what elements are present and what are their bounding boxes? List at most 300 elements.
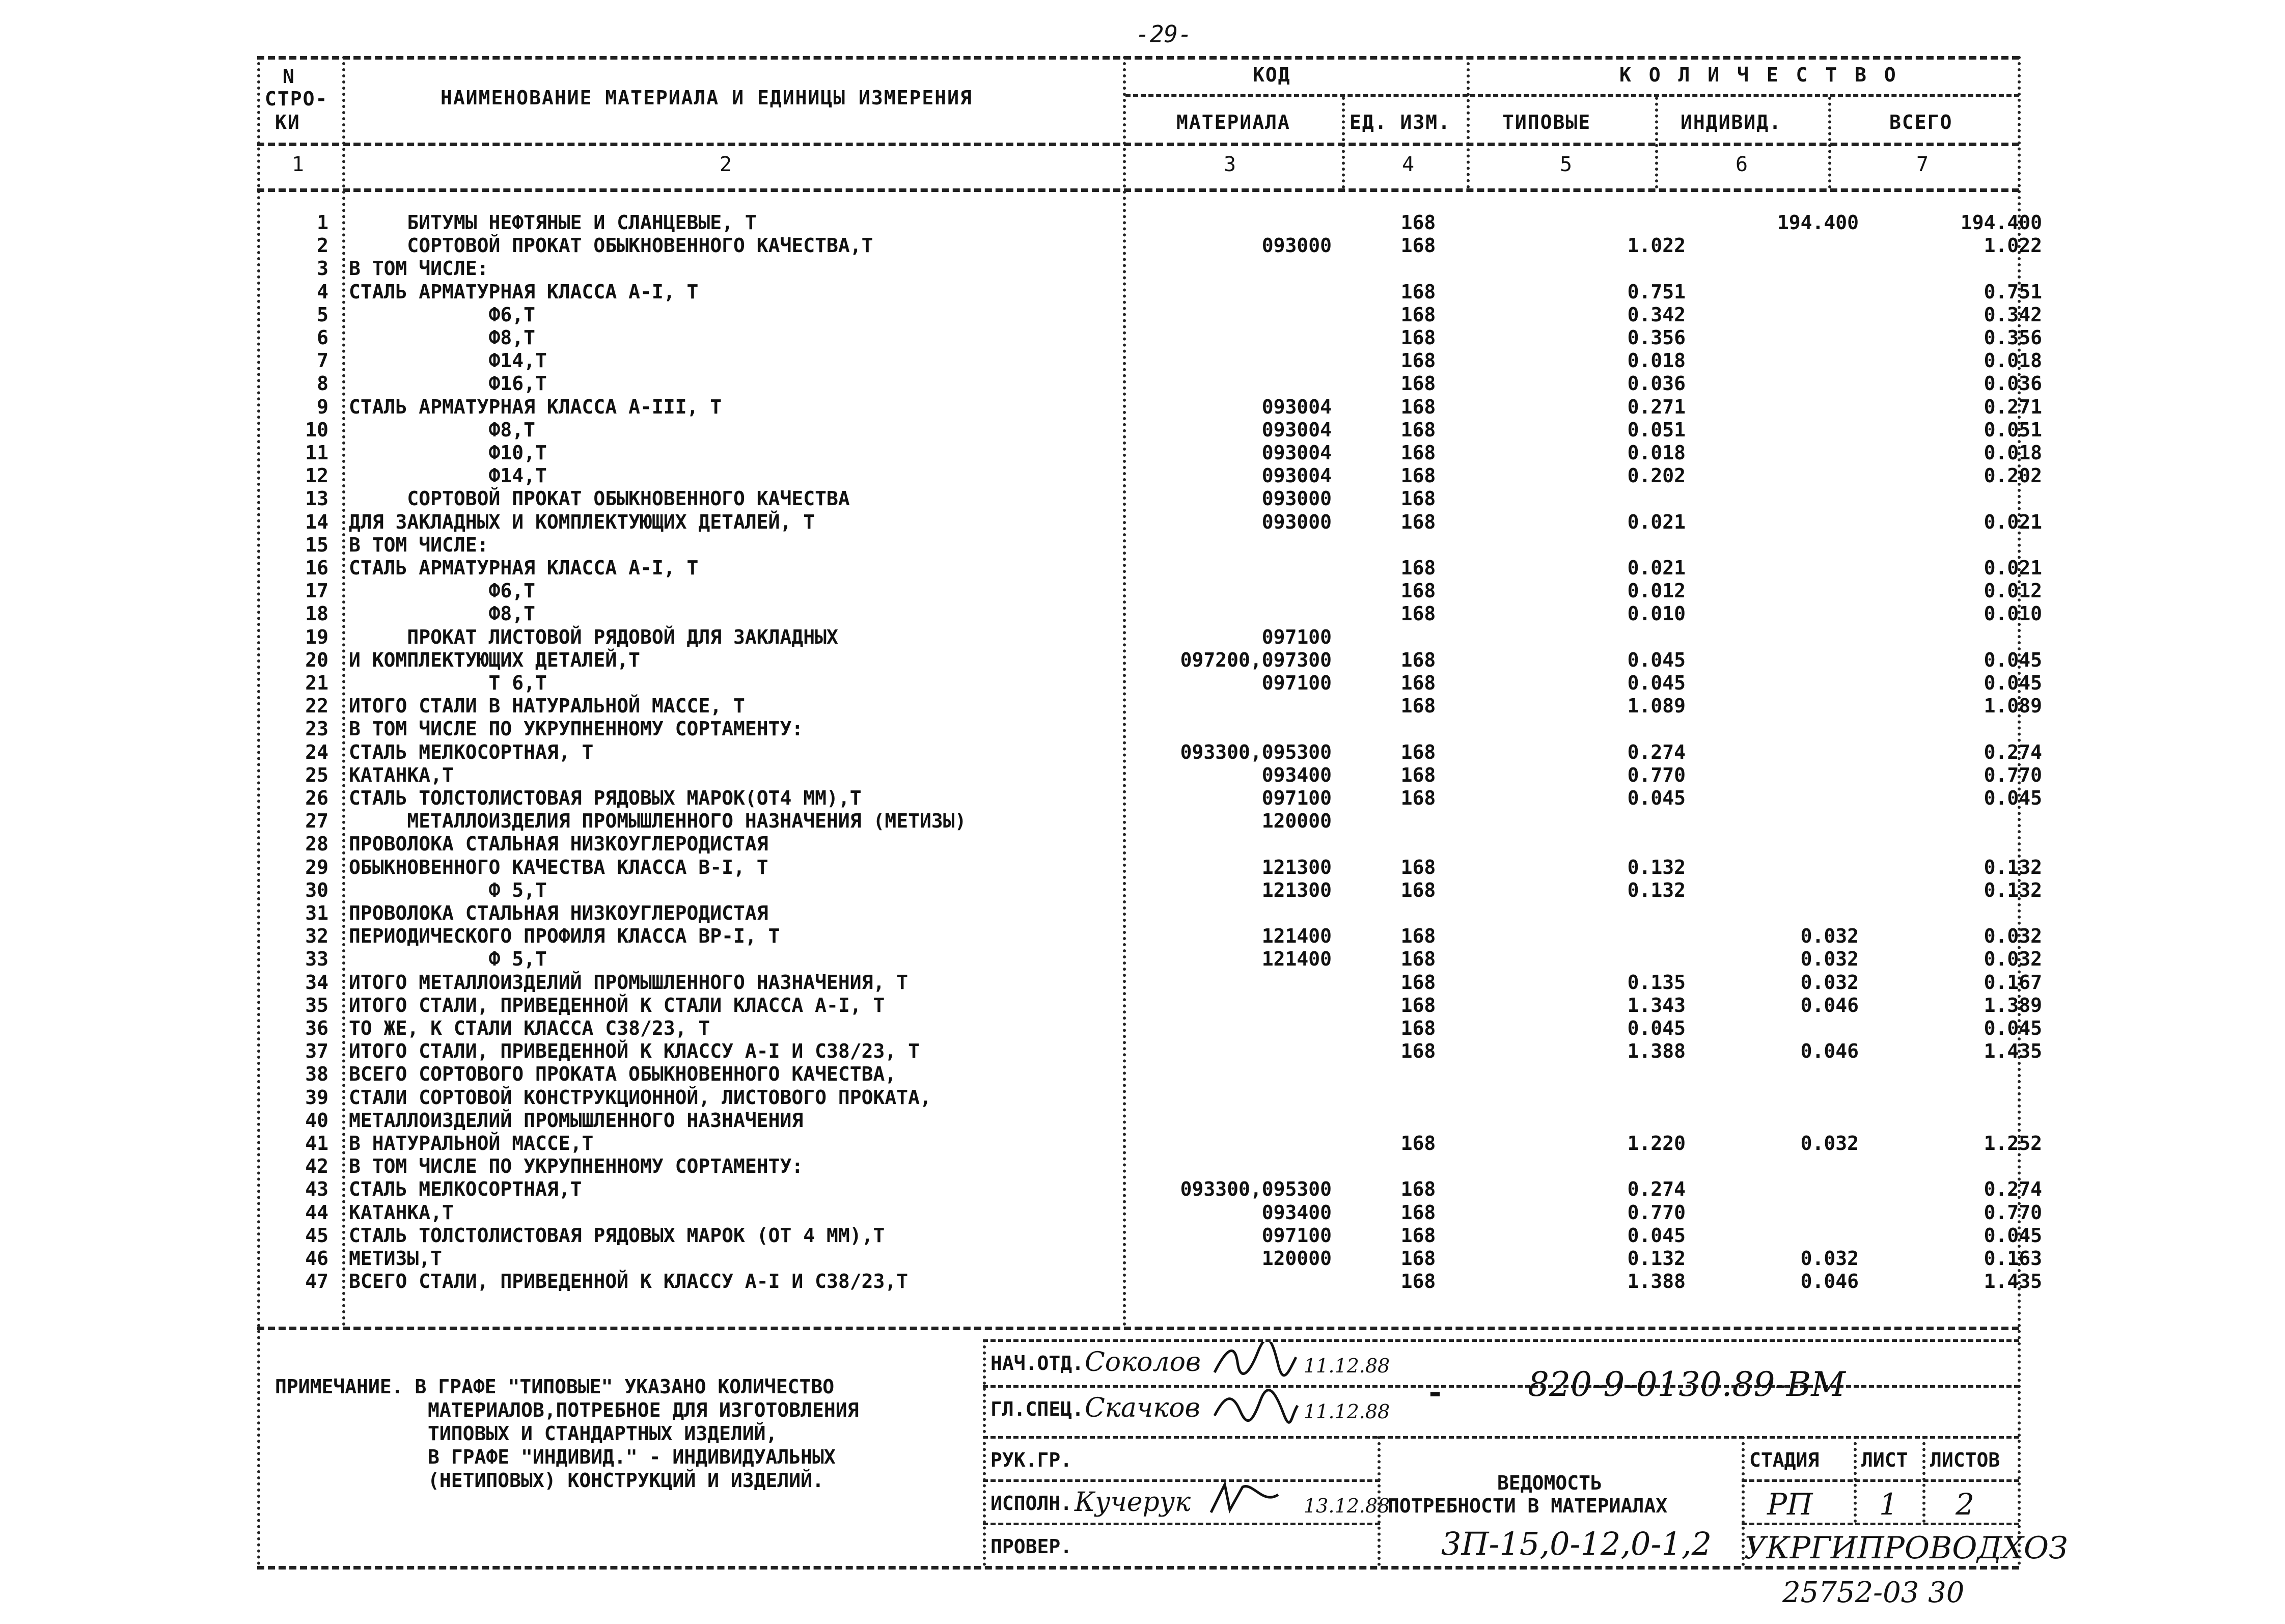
individual-quantity: 0.046 <box>1800 1270 1859 1293</box>
row-number: 45 <box>305 1224 328 1247</box>
material-code: 097200,097300 <box>1180 648 1332 671</box>
unit-code: 168 <box>1400 510 1436 533</box>
material-name: ДЛЯ ЗАКЛАДНЫХ И КОМПЛЕКТУЮЩИХ ДЕТАЛЕЙ, Т <box>349 510 815 533</box>
unit-code: 168 <box>1400 1040 1436 1063</box>
row-number: 1 <box>317 211 328 234</box>
typical-quantity: 0.021 <box>1627 510 1686 533</box>
material-name: ИТОГО СТАЛИ, ПРИВЕДЕННОЙ К СТАЛИ КЛАССА А-I, Т <box>349 994 885 1016</box>
unit-code: 168 <box>1400 763 1436 786</box>
table-row <box>257 442 2042 464</box>
typical-quantity: 0.045 <box>1627 1017 1686 1039</box>
row-number: 30 <box>305 878 328 901</box>
table-row <box>257 810 2019 833</box>
stamp-bottom-rule <box>257 1566 2019 1570</box>
column-number-2: 2 <box>719 153 732 176</box>
table-top-rule <box>257 56 2019 60</box>
document-code: 820-9-0130.89-ВМ <box>1528 1365 1846 1404</box>
unit-code: 168 <box>1400 878 1436 901</box>
archive-number: 25752-03 30 <box>1782 1576 1965 1609</box>
stamp-nach-otd-label: НАЧ.ОТД. <box>990 1352 1084 1374</box>
unit-code: 168 <box>1400 418 1436 441</box>
material-name: Ф8,Т <box>349 326 536 349</box>
stamp-left-border <box>983 1339 986 1566</box>
header-name: НАИМЕНОВАНИЕ МАТЕРИАЛА И ЕДИНИЦЫ ИЗМЕРЕНИЯ <box>441 87 973 109</box>
stamp-prover-label: ПРОВЕР. <box>990 1535 1072 1558</box>
table-row <box>257 303 2042 326</box>
table-row <box>257 372 2042 395</box>
typical-quantity: 1.388 <box>1627 1040 1686 1063</box>
material-name: ИТОГО СТАЛИ, ПРИВЕДЕННОЙ К КЛАССУ А-I И С38/23, Т <box>349 1040 920 1063</box>
column-number-1: 1 <box>291 153 305 176</box>
stamp-sheets: 2 <box>1956 1487 1974 1522</box>
total-quantity: 0.036 <box>1984 372 2042 395</box>
note-line: МАТЕРИАЛОВ,ПОТРЕБНОЕ ДЛЯ ИЗГОТОВЛЕНИЯ <box>428 1399 859 1421</box>
total-quantity: 1.389 <box>1984 994 2042 1016</box>
material-name: ИТОГО СТАЛИ В НАТУРАЛЬНОЙ МАССЕ, Т <box>349 695 745 718</box>
typical-quantity: 0.018 <box>1627 349 1686 372</box>
individual-quantity: 0.032 <box>1800 1247 1859 1270</box>
unit-code: 168 <box>1400 602 1436 625</box>
material-code: 097100 <box>1261 672 1332 694</box>
unit-code: 168 <box>1400 856 1436 878</box>
unit-code: 168 <box>1400 971 1436 994</box>
row-number: 8 <box>317 372 328 395</box>
row-number: 20 <box>305 648 328 671</box>
row-number: 2 <box>317 234 328 257</box>
unit-code: 168 <box>1400 349 1436 372</box>
total-quantity: 1.089 <box>1984 695 2042 718</box>
header-quantity: К О Л И Ч Е С Т В О <box>1619 64 1899 86</box>
material-name: В НАТУРАЛЬНОЙ МАССЕ,Т <box>349 1132 594 1154</box>
material-code: 120000 <box>1261 810 1332 833</box>
table-row <box>257 1270 2042 1293</box>
typical-quantity: 0.012 <box>1627 580 1686 602</box>
row-number: 13 <box>305 487 328 510</box>
table-row <box>257 1063 2019 1086</box>
row-number: 36 <box>305 1017 328 1039</box>
individual-quantity: 0.032 <box>1800 971 1859 994</box>
total-quantity: 0.202 <box>1984 464 2042 487</box>
row-number: 29 <box>305 856 328 878</box>
table-row <box>257 672 2042 695</box>
material-name: ПРОВОЛОКА СТАЛЬНАЯ НИЗКОУГЛЕРОДИСТАЯ <box>349 902 768 924</box>
material-name: Ф8,Т <box>349 602 536 625</box>
header-sub-rule <box>1125 94 2019 97</box>
row-number: 19 <box>305 625 328 648</box>
unit-code: 168 <box>1400 695 1436 718</box>
total-quantity: 0.045 <box>1984 672 2042 694</box>
table-row <box>257 787 2042 810</box>
header-total: ВСЕГО <box>1889 111 1953 133</box>
row-number: 24 <box>305 740 328 763</box>
stamp-dash: - <box>1426 1375 1445 1411</box>
unit-code: 168 <box>1400 994 1436 1016</box>
col-divider-6 <box>1828 97 1831 188</box>
unit-code: 168 <box>1400 234 1436 257</box>
material-name: В ТОМ ЧИСЛЕ ПО УКРУПНЕННОМУ СОРТАМЕНТУ: <box>349 718 804 740</box>
stamp-rule-5 <box>983 1523 1380 1525</box>
table-row <box>257 902 2019 925</box>
document-title-1: ВЕДОМОСТЬ <box>1497 1472 1602 1494</box>
unit-code: 168 <box>1400 372 1436 395</box>
material-name: ВСЕГО СТАЛИ, ПРИВЕДЕННОЙ К КЛАССУ А-I И С38/23,Т <box>349 1270 909 1293</box>
material-name: Ф10,Т <box>349 442 547 464</box>
stamp-gl-spec-date: 11.12.88 <box>1304 1400 1390 1423</box>
total-quantity: 194.400 <box>1960 211 2042 234</box>
stamp-rule-3 <box>983 1436 2019 1439</box>
unit-code: 168 <box>1400 464 1436 487</box>
material-name: ВСЕГО СОРТОВОГО ПРОКАТА ОБЫКНОВЕННОГО КАЧЕСТВА, <box>349 1063 897 1086</box>
total-quantity: 0.012 <box>1984 580 2042 602</box>
material-name: СОРТОВОЙ ПРОКАТ ОБЫКНОВЕННОГО КАЧЕСТВА,Т <box>349 234 873 257</box>
material-name: СОРТОВОЙ ПРОКАТ ОБЫКНОВЕННОГО КАЧЕСТВА <box>349 487 850 510</box>
document-title-2: ПОТРЕБНОСТИ В МАТЕРИАЛАХ <box>1388 1495 1668 1517</box>
material-name: ОБЫКНОВЕННОГО КАЧЕСТВА КЛАССА В-I, Т <box>349 856 768 878</box>
material-name: ИТОГО МЕТАЛЛОИЗДЕЛИЙ ПРОМЫШЛЕННОГО НАЗНАЧЕНИЯ, Т <box>349 971 909 994</box>
row-number: 11 <box>305 442 328 464</box>
total-quantity: 0.045 <box>1984 648 2042 671</box>
material-code: 097100 <box>1261 787 1332 809</box>
total-quantity: 0.018 <box>1984 442 2042 464</box>
typical-quantity: 1.089 <box>1627 695 1686 718</box>
table-row <box>257 349 2042 372</box>
table-row <box>257 1224 2042 1247</box>
column-number-4: 4 <box>1401 153 1415 176</box>
typical-quantity: 0.045 <box>1627 672 1686 694</box>
header-row-no-3: КИ <box>275 111 300 133</box>
stamp-ruk-gr-label: РУК.ГР. <box>990 1449 1072 1471</box>
row-number: 31 <box>305 902 328 924</box>
stamp-divider <box>1854 1436 1857 1523</box>
row-number: 46 <box>305 1247 328 1270</box>
typical-quantity: 0.770 <box>1627 1201 1686 1224</box>
total-quantity: 0.342 <box>1984 303 2042 326</box>
note-line: ТИПОВЫХ И СТАНДАРТНЫХ ИЗДЕЛИЙ, <box>428 1422 778 1445</box>
row-number: 17 <box>305 580 328 602</box>
row-number: 23 <box>305 718 328 740</box>
unit-code: 168 <box>1400 948 1436 971</box>
material-name: Ф6,Т <box>349 580 536 602</box>
total-quantity: 0.274 <box>1984 740 2042 763</box>
note <box>275 1375 859 1492</box>
stamp-gl-spec-label: ГЛ.СПЕЦ. <box>990 1398 1084 1420</box>
stamp-top-rule <box>983 1339 2019 1342</box>
typical-quantity: 0.342 <box>1627 303 1686 326</box>
organization-name: УКРГИПРОВОДХОЗ <box>1744 1530 2068 1566</box>
table-row <box>257 878 2042 902</box>
material-code: 093400 <box>1261 763 1332 786</box>
total-quantity: 0.132 <box>1984 856 2042 878</box>
typical-quantity: 0.202 <box>1627 464 1686 487</box>
material-code: 121300 <box>1261 856 1332 878</box>
individual-quantity: 0.032 <box>1800 948 1859 971</box>
row-number: 7 <box>317 349 328 372</box>
material-code: 121300 <box>1261 878 1332 901</box>
individual-quantity: 0.046 <box>1800 1040 1859 1063</box>
stamp-rule-2 <box>983 1385 2019 1388</box>
unit-code: 168 <box>1400 787 1436 809</box>
table-row <box>257 763 2042 787</box>
individual-quantity: 0.046 <box>1800 994 1859 1016</box>
header-code: КОД <box>1253 64 1291 86</box>
note-line: В ГРАФЕ "ИНДИВИД." - ИНДИВИДУАЛЬНЫХ <box>428 1446 836 1468</box>
row-number: 40 <box>305 1109 328 1132</box>
material-name: Ф14,Т <box>349 349 547 372</box>
total-quantity: 0.132 <box>1984 878 2042 901</box>
total-quantity: 0.045 <box>1984 1017 2042 1039</box>
note-line: (НЕТИПОВЫХ) КОНСТРУКЦИЙ И ИЗДЕЛИЙ. <box>428 1469 824 1492</box>
column-number-5: 5 <box>1559 153 1573 176</box>
table-row <box>257 257 2019 280</box>
material-name: СТАЛЬ АРМАТУРНАЯ КЛАССА А-I, Т <box>349 557 699 579</box>
table-row <box>257 994 2042 1017</box>
table-row <box>257 534 2019 557</box>
table-row <box>257 580 2042 602</box>
col-divider-4 <box>1467 56 1470 188</box>
material-name: В ТОМ ЧИСЛЕ: <box>349 257 489 280</box>
material-code: 093000 <box>1261 510 1332 533</box>
total-quantity: 0.032 <box>1984 948 2042 971</box>
page-number: -29- <box>1136 20 1192 48</box>
individual-quantity: 194.400 <box>1777 211 1859 234</box>
stamp-sheet: 1 <box>1879 1487 1898 1522</box>
material-name: СТАЛЬ ТОЛСТОЛИСТОВАЯ РЯДОВЫХ МАРОК (ОТ 4 ММ),Т <box>349 1224 885 1247</box>
material-name: Ф6,Т <box>349 303 536 326</box>
material-name: СТАЛЬ МЕЛКОСОРТНАЯ, Т <box>349 740 594 763</box>
table-row <box>257 602 2042 625</box>
typical-quantity: 0.010 <box>1627 602 1686 625</box>
total-quantity: 1.435 <box>1984 1040 2042 1063</box>
unit-code: 168 <box>1400 1178 1436 1201</box>
material-name: СТАЛЬ АРМАТУРНАЯ КЛАССА А-I, Т <box>349 280 699 303</box>
row-number: 5 <box>317 303 328 326</box>
table-row <box>257 326 2042 349</box>
material-name: В ТОМ ЧИСЛЕ: <box>349 533 489 556</box>
total-quantity: 0.271 <box>1984 395 2042 418</box>
table-row <box>257 971 2042 994</box>
table-row <box>257 1040 2042 1063</box>
unit-code: 168 <box>1400 740 1436 763</box>
total-quantity: 0.045 <box>1984 787 2042 809</box>
table-row <box>257 1178 2042 1201</box>
material-name: МЕТАЛЛОИЗДЕЛИЙ ПРОМЫШЛЕННОГО НАЗНАЧЕНИЯ <box>349 1109 804 1132</box>
stamp-ispoln-date: 13.12.88 <box>1304 1495 1390 1517</box>
unit-code: 168 <box>1400 1017 1436 1039</box>
unit-code: 168 <box>1400 648 1436 671</box>
unit-code: 168 <box>1400 280 1436 303</box>
table-row <box>257 740 2042 764</box>
row-number: 28 <box>305 833 328 856</box>
table-row <box>257 1155 2019 1178</box>
row-number: 16 <box>305 557 328 579</box>
total-quantity: 0.167 <box>1984 971 2042 994</box>
table-row <box>257 925 2042 948</box>
column-number-rule <box>257 188 2019 192</box>
material-name: Ф 5,Т <box>349 878 547 901</box>
material-name: Ф 5,Т <box>349 948 547 971</box>
row-number: 43 <box>305 1178 328 1201</box>
header-row-no-2: СТРО- <box>265 88 328 110</box>
material-code: 093004 <box>1261 395 1332 418</box>
total-quantity: 1.022 <box>1984 234 2042 257</box>
material-code: 097100 <box>1261 1224 1332 1247</box>
unit-code: 168 <box>1400 395 1436 418</box>
total-quantity: 0.045 <box>1984 1224 2042 1247</box>
row-number: 32 <box>305 925 328 948</box>
row-number: 26 <box>305 787 328 809</box>
material-name: СТАЛЬ МЕЛКОСОРТНАЯ,Т <box>349 1178 582 1201</box>
row-number: 38 <box>305 1063 328 1086</box>
table-row <box>257 648 2042 672</box>
material-name: СТАЛЬ ТОЛСТОЛИСТОВАЯ РЯДОВЫХ МАРОК(ОТ4 ММ),Т <box>349 787 862 809</box>
table-row <box>257 1109 2019 1132</box>
signature-nach-otd <box>1212 1342 1299 1380</box>
table-row <box>257 280 2042 304</box>
header-material: МАТЕРИАЛА <box>1176 111 1290 133</box>
total-quantity: 0.751 <box>1984 280 2042 303</box>
table-row <box>257 1017 2042 1040</box>
material-code: 093000 <box>1261 487 1332 510</box>
unit-code: 168 <box>1400 211 1436 234</box>
typical-quantity: 0.274 <box>1627 740 1686 763</box>
typical-quantity: 0.274 <box>1627 1178 1686 1201</box>
total-quantity: 0.356 <box>1984 326 2042 349</box>
typical-quantity: 1.022 <box>1627 234 1686 257</box>
row-number: 33 <box>305 948 328 971</box>
note-line: ПРИМЕЧАНИЕ. В ГРАФЕ "ТИПОВЫЕ" УКАЗАНО КОЛИЧЕСТВО <box>275 1375 835 1398</box>
total-quantity: 0.018 <box>1984 349 2042 372</box>
stamp-rule-6 <box>1742 1479 2019 1482</box>
row-number: 6 <box>317 326 328 349</box>
material-code: 093004 <box>1261 464 1332 487</box>
material-name: Т 6,Т <box>349 672 547 694</box>
table-row <box>257 695 2042 718</box>
typical-quantity: 0.132 <box>1627 856 1686 878</box>
typical-quantity: 1.343 <box>1627 994 1686 1016</box>
stamp-rule-4 <box>983 1479 1380 1482</box>
table-row <box>257 1247 2042 1270</box>
row-number: 18 <box>305 602 328 625</box>
row-number: 34 <box>305 971 328 994</box>
total-quantity: 0.274 <box>1984 1178 2042 1201</box>
total-quantity: 1.252 <box>1984 1132 2042 1154</box>
typical-quantity: 0.045 <box>1627 648 1686 671</box>
row-number: 37 <box>305 1040 328 1063</box>
table-row <box>257 464 2042 487</box>
signature-gl-spec <box>1212 1388 1299 1426</box>
material-name: БИТУМЫ НЕФТЯНЫЕ И СЛАНЦЕВЫЕ, Т <box>349 211 757 234</box>
total-quantity: 0.021 <box>1984 557 2042 579</box>
table-row <box>257 833 2019 856</box>
material-name: МЕТАЛЛОИЗДЕЛИЯ ПРОМЫШЛЕННОГО НАЗНАЧЕНИЯ (МЕТИЗЫ) <box>349 810 967 833</box>
row-number: 47 <box>305 1270 328 1293</box>
unit-code: 168 <box>1400 487 1436 510</box>
individual-quantity: 0.032 <box>1800 1132 1859 1154</box>
typical-quantity: 0.051 <box>1627 418 1686 441</box>
table-row <box>257 1132 2042 1155</box>
material-name: ТО ЖЕ, К СТАЛИ КЛАССА С38/23, Т <box>349 1017 710 1039</box>
material-name: СТАЛЬ АРМАТУРНАЯ КЛАССА А-III, Т <box>349 395 722 418</box>
header-individual: ИНДИВИД. <box>1681 111 1782 133</box>
row-number: 25 <box>305 763 328 786</box>
stamp-sheet-label: ЛИСТ <box>1861 1449 1908 1471</box>
total-quantity: 0.032 <box>1984 925 2042 948</box>
typical-quantity: 1.220 <box>1627 1132 1686 1154</box>
stamp-stage: РП <box>1767 1487 1813 1522</box>
table-row <box>257 856 2042 879</box>
material-name: И КОМПЛЕКТУЮЩИХ ДЕТАЛЕЙ,Т <box>349 648 640 671</box>
header-typical: ТИПОВЫЕ <box>1502 111 1591 133</box>
stamp-ispoln-label: ИСПОЛН. <box>990 1492 1072 1515</box>
row-number: 14 <box>305 510 328 533</box>
total-quantity: 0.021 <box>1984 510 2042 533</box>
header-row-no-1: N <box>283 65 295 88</box>
material-code: 097100 <box>1261 625 1332 648</box>
unit-code: 168 <box>1400 1224 1436 1247</box>
stamp-ispoln-name: Кучерук <box>1075 1487 1191 1518</box>
table-row <box>257 510 2042 534</box>
unit-code: 168 <box>1400 672 1436 694</box>
total-quantity: 1.435 <box>1984 1270 2042 1293</box>
stamp-sheets-label: ЛИСТОВ <box>1930 1449 2000 1471</box>
table-row <box>257 211 2042 234</box>
unit-code: 168 <box>1400 1201 1436 1224</box>
stamp-nach-otd-name: Соколов <box>1085 1347 1201 1378</box>
stamp-divider <box>1922 1436 1925 1523</box>
material-code: 093400 <box>1261 1201 1332 1224</box>
unit-code: 168 <box>1400 580 1436 602</box>
material-name: ПРОВОЛОКА СТАЛЬНАЯ НИЗКОУГЛЕРОДИСТАЯ <box>349 833 768 856</box>
col-divider-5 <box>1655 97 1658 188</box>
table-row <box>257 418 2042 442</box>
material-code: 093300,095300 <box>1180 1178 1332 1201</box>
table-row <box>257 487 2019 510</box>
row-number: 21 <box>305 672 328 694</box>
typical-quantity: 0.770 <box>1627 763 1686 786</box>
material-name: МЕТИЗЫ,Т <box>349 1247 443 1270</box>
stamp-stage-label: СТАДИЯ <box>1749 1449 1820 1471</box>
typical-quantity: 0.132 <box>1627 878 1686 901</box>
table-row <box>257 948 2042 971</box>
material-name: Ф14,Т <box>349 464 547 487</box>
typical-quantity: 0.356 <box>1627 326 1686 349</box>
unit-code: 168 <box>1400 1132 1436 1154</box>
material-name: В ТОМ ЧИСЛЕ ПО УКРУПНЕННОМУ СОРТАМЕНТУ: <box>349 1155 804 1178</box>
unit-code: 168 <box>1400 303 1436 326</box>
material-name: ПЕРИОДИЧЕСКОГО ПРОФИЛЯ КЛАССА ВР-I, Т <box>349 925 780 948</box>
row-number: 35 <box>305 994 328 1016</box>
stamp-nach-otd-date: 11.12.88 <box>1304 1355 1390 1377</box>
material-code: 093004 <box>1261 418 1332 441</box>
row-number: 15 <box>305 533 328 556</box>
row-number: 3 <box>317 257 328 280</box>
signature-ispoln <box>1207 1479 1283 1518</box>
typical-quantity: 0.135 <box>1627 971 1686 994</box>
typical-quantity: 0.045 <box>1627 1224 1686 1247</box>
row-number: 22 <box>305 695 328 718</box>
column-number-7: 7 <box>1916 153 1929 176</box>
table-row <box>257 1201 2042 1224</box>
row-number: 9 <box>317 395 328 418</box>
row-number: 10 <box>305 418 328 441</box>
header-unit: ЕД. ИЗМ. <box>1350 111 1451 133</box>
document-subtitle: 3П-15,0-12,0-1,2 <box>1441 1525 1712 1562</box>
row-number: 4 <box>317 280 328 303</box>
unit-code: 168 <box>1400 442 1436 464</box>
material-name: Ф8,Т <box>349 418 536 441</box>
material-code: 093000 <box>1261 234 1332 257</box>
unit-code: 168 <box>1400 326 1436 349</box>
